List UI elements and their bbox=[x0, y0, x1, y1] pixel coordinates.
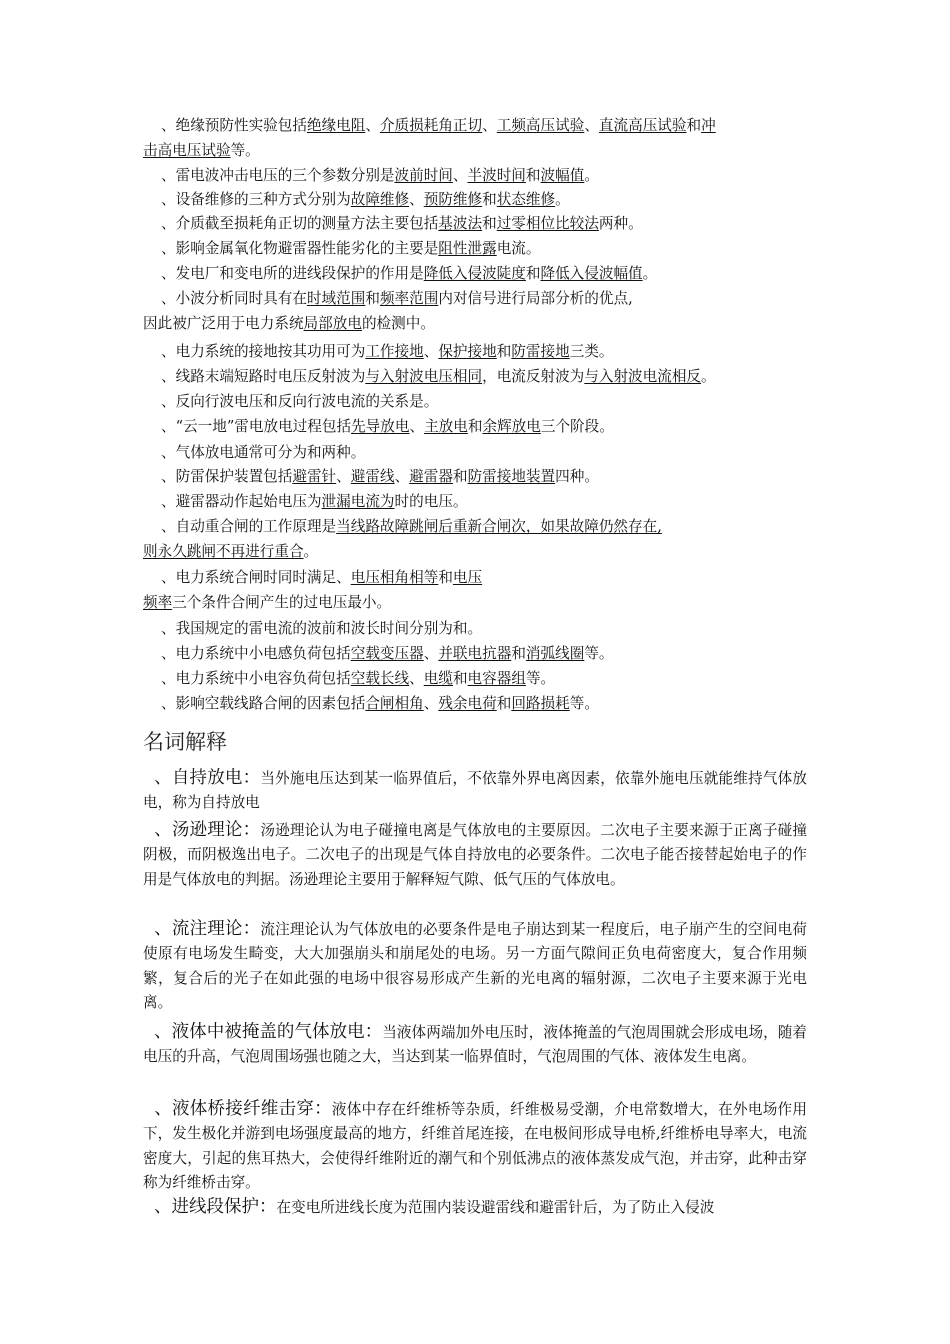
question-text: 、防雷保护装置包括 bbox=[161, 468, 293, 485]
term-entry bbox=[143, 917, 807, 1016]
fill-blank-line bbox=[143, 593, 807, 613]
fill-blank-line bbox=[161, 289, 825, 309]
term-body: 流注理论认为气体放电的必要条件是电子崩达到某一程度后，电子崩产生的空间电荷使原有电场发生畸变，大大加强崩头和崩尾处的电场。另一方面气隙间正负电荷密度大，复合作用频繁，复合后的光子在如此强的电场中很容易形成产生新的光电离的辐射源，二次电子主要来源于光电离。 bbox=[143, 921, 807, 1012]
answer-blank: 过零相位比较法 bbox=[496, 215, 599, 232]
answer-blank: 空载长线 bbox=[350, 670, 410, 687]
question-text: 、小波分析同时具有在 bbox=[161, 290, 307, 307]
answer-blank: 保护接地 bbox=[438, 343, 497, 360]
answer-blank: 回路损耗 bbox=[511, 695, 570, 712]
question-text: 三类。 bbox=[569, 343, 614, 360]
answer-blank: 空载变压器 bbox=[350, 645, 424, 662]
question-text: 、反向行波电压和反向行波电流的关系是。 bbox=[161, 393, 439, 410]
answer-blank: 消弧线圈 bbox=[525, 645, 585, 662]
term-title: 、液体中被掩盖的气体放电： bbox=[154, 1022, 383, 1042]
question-text: 电流。 bbox=[496, 240, 541, 257]
answer-blank: 时域范围 bbox=[306, 290, 366, 307]
question-text: 三个阶段。 bbox=[540, 418, 614, 435]
question-text: 、绝缘预防性实验包括 bbox=[161, 117, 307, 134]
section-heading: 名词解释 bbox=[143, 730, 227, 754]
term-title: 、自持放电： bbox=[154, 768, 261, 788]
answer-blank: 电容器组 bbox=[467, 670, 526, 687]
answer-blank: 基波法 bbox=[438, 215, 483, 232]
question-text: 。 bbox=[555, 191, 570, 208]
answer-blank: 故障维修 bbox=[350, 191, 410, 208]
question-text: 等。 bbox=[584, 645, 614, 662]
question-text: 时的电压。 bbox=[394, 493, 468, 510]
question-text: 。 bbox=[701, 368, 716, 385]
fill-blank-line bbox=[161, 367, 825, 387]
question-text: 、介质截至损耗角正切的测量方法主要包括 bbox=[161, 215, 439, 232]
answer-blank: 波幅值 bbox=[540, 167, 585, 184]
term-title: 、进线段保护： bbox=[154, 1197, 277, 1217]
question-text: 、电力系统中小电感负荷包括 bbox=[161, 645, 351, 662]
question-text: 的检测中。 bbox=[361, 315, 435, 332]
question-text: 和 bbox=[467, 418, 483, 435]
question-text: 、 bbox=[452, 167, 468, 184]
fill-blank-line bbox=[161, 694, 825, 714]
fill-blank-line bbox=[161, 116, 825, 136]
question-text: 和 bbox=[438, 569, 453, 586]
term-body: 当外施电压达到某一临界值后，不依靠外界电离因素，依靠外施电压就能维持气体放电，称为自持放电 bbox=[143, 770, 807, 812]
answer-blank: 残余电荷 bbox=[438, 695, 497, 712]
answer-blank: 降低入侵波陡度 bbox=[423, 265, 526, 282]
question-text: 。 bbox=[303, 543, 319, 560]
fill-blank-line bbox=[161, 214, 825, 234]
answer-blank: 频率范围 bbox=[379, 290, 439, 307]
question-text: 、 bbox=[584, 117, 599, 134]
fill-blank-line bbox=[161, 190, 825, 210]
question-text: 、影响空载线路合闸的因素包括 bbox=[161, 695, 366, 712]
question-text: 和 bbox=[686, 117, 702, 134]
question-text: 和 bbox=[365, 290, 380, 307]
fill-blank-line bbox=[161, 644, 825, 664]
question-text: 、设备维修的三种方式分别为 bbox=[161, 191, 351, 208]
question-text: 、线路末端短路时电压反射波为 bbox=[161, 368, 366, 385]
term-title: 、流注理论： bbox=[154, 919, 261, 939]
question-text: 等。 bbox=[230, 142, 260, 159]
fill-blank-line bbox=[161, 342, 825, 362]
question-text: 和 bbox=[511, 645, 526, 662]
answer-blank: 直流高压试验 bbox=[598, 117, 687, 134]
term-title: 、汤逊理论： bbox=[154, 820, 261, 840]
fill-blank-line bbox=[161, 417, 825, 437]
question-text: 。 bbox=[642, 265, 658, 282]
term-entry bbox=[143, 1020, 807, 1070]
term-entry bbox=[143, 1097, 807, 1196]
question-text: 、电力系统的接地按其功用可为 bbox=[161, 343, 366, 360]
question-text: 、 bbox=[394, 468, 410, 485]
answer-blank: 当线路故障跳闸后重新合闸次，如果故障仍然存在, bbox=[336, 518, 662, 535]
question-text: 和 bbox=[525, 265, 541, 282]
answer-blank: 先导放电 bbox=[351, 418, 410, 435]
question-text: 等。 bbox=[525, 670, 556, 687]
fill-blank-line bbox=[161, 467, 825, 487]
question-text: 、雷电波冲击电压的三个参数分别是 bbox=[161, 167, 395, 184]
question-text: 、气体放电通常可分为和两种。 bbox=[161, 444, 366, 461]
question-text: 、发电厂和变电所的进线段保护的作用是 bbox=[161, 265, 424, 282]
term-entry bbox=[143, 818, 807, 892]
question-text: 、电力系统中小电容负荷包括 bbox=[161, 670, 351, 687]
question-text: 、 bbox=[409, 191, 424, 208]
question-text: 、 bbox=[423, 645, 439, 662]
answer-blank: 并联电抗器 bbox=[438, 645, 512, 662]
answer-blank: 避雷线 bbox=[350, 468, 395, 485]
question-text: 、 bbox=[365, 117, 380, 134]
answer-blank: 冲 bbox=[701, 117, 716, 134]
question-text: 、 bbox=[423, 343, 439, 360]
question-text: 、影响金属氧化物避雷器性能劣化的主要是 bbox=[161, 240, 439, 257]
term-body: 当液体两端加外电压时，液体掩盖的气泡周围就会形成电场，随着电压的升高，气泡周围场强也随之大，当达到某一临界值时，气泡周围的气体、液体发生电离。 bbox=[143, 1024, 807, 1066]
question-text: 三个条件合闸产生的过电压最小。 bbox=[172, 594, 392, 611]
question-text: 和 bbox=[482, 215, 497, 232]
answer-blank: 半波时间 bbox=[467, 167, 526, 184]
question-text: 、我国规定的雷电流的波前和波长时间分别为和。 bbox=[161, 620, 483, 637]
answer-blank: 余辉放电 bbox=[482, 418, 541, 435]
question-text: 、 bbox=[336, 468, 351, 485]
question-text: 。 bbox=[584, 167, 599, 184]
question-text: 、“云一地”雷电放电过程包括 bbox=[161, 418, 352, 435]
answer-blank: 预防维修 bbox=[423, 191, 483, 208]
answer-blank: 局部放电 bbox=[303, 315, 362, 332]
answer-blank: 绝缘电阻 bbox=[306, 117, 366, 134]
question-text: 内对信号进行局部分析的优点, bbox=[438, 290, 633, 307]
answer-blank: 与入射波电压相同 bbox=[365, 368, 483, 385]
fill-blank-line bbox=[161, 443, 825, 463]
term-entry bbox=[143, 766, 807, 816]
term-body: 液体中存在纤维桥等杂质，纤维极易受潮，介电常数增大，在外电场作用下，发生极化并游到电场强度最高的地方，纤维首尾连接，在电极间形成导电桥,纤维桥电导率大，电流密度大，引起的焦耳热大，会使得纤维附近的潮气和个别低沸点的液体蒸发成气泡，并击穿，此种击穿称为纤维桥击穿。 bbox=[143, 1101, 808, 1192]
fill-blank-line bbox=[161, 492, 825, 512]
question-text: 四种。 bbox=[555, 468, 599, 485]
fill-blank-line bbox=[161, 264, 825, 284]
answer-blank: 则永久跳闸不再进行重合 bbox=[143, 543, 304, 560]
fill-blank-line bbox=[161, 619, 825, 639]
answer-blank: 与入射波电流相反 bbox=[584, 368, 702, 385]
answer-blank: 电压 bbox=[452, 569, 483, 586]
fill-blank-line bbox=[161, 392, 825, 412]
question-text: 和 bbox=[482, 191, 497, 208]
fill-blank-line bbox=[143, 314, 807, 334]
answer-blank: 电缆 bbox=[423, 670, 453, 687]
answer-blank: 主放电 bbox=[424, 418, 468, 435]
question-text: 、电力系统合闸时同时满足、 bbox=[161, 569, 351, 586]
question-text: 、 bbox=[423, 695, 439, 712]
question-text: 两种。 bbox=[598, 215, 643, 232]
answer-blank: 电压相角相等 bbox=[350, 569, 439, 586]
question-text: 和 bbox=[452, 468, 468, 485]
question-text: 和 bbox=[525, 167, 541, 184]
term-body: 汤逊理论认为电子碰撞电离是气体放电的主要原因。二次电子主要来源于正离子碰撞阴极，而阴极逸出电子。二次电子的出现是气体自持放电的必要条件。二次电子能否接替起始电子的作用是气体放电的判据。汤逊理论主要用于解释短气隙、低气压的气体放电。 bbox=[143, 822, 807, 888]
answer-blank: 状态维修 bbox=[496, 191, 556, 208]
fill-blank-line bbox=[161, 166, 825, 186]
question-text: 等。 bbox=[569, 695, 599, 712]
term-title: 、液体桥接纤维击穿： bbox=[154, 1099, 332, 1119]
answer-blank: 工作接地 bbox=[365, 343, 424, 360]
question-text: 、 bbox=[409, 418, 425, 435]
fill-blank-line bbox=[161, 239, 825, 259]
question-text: 和 bbox=[452, 670, 468, 687]
answer-blank: 避雷针 bbox=[292, 468, 337, 485]
answer-blank: 防雷接地 bbox=[511, 343, 570, 360]
question-text: 、避雷器动作起始电压为 bbox=[161, 493, 322, 510]
answer-blank: 合闸相角 bbox=[365, 695, 424, 712]
answer-blank: 降低入侵波幅值 bbox=[540, 265, 643, 282]
answer-blank: 避雷器 bbox=[409, 468, 453, 485]
answer-blank: 波前时间 bbox=[394, 167, 453, 184]
answer-blank: 泄漏电流为 bbox=[321, 493, 395, 510]
question-text: 和 bbox=[496, 695, 512, 712]
question-text: 和 bbox=[496, 343, 512, 360]
fill-blank-line bbox=[143, 542, 807, 562]
term-entry bbox=[143, 1195, 807, 1220]
fill-blank-line bbox=[161, 669, 825, 689]
fill-blank-line bbox=[161, 517, 825, 537]
answer-blank: 工频高压试验 bbox=[496, 117, 585, 134]
answer-blank: 频率 bbox=[143, 594, 173, 611]
answer-blank: 介质损耗角正切 bbox=[379, 117, 483, 134]
answer-blank: 阻性泄露 bbox=[438, 240, 497, 257]
question-text: ，电流反射波为 bbox=[482, 368, 585, 385]
fill-blank-line bbox=[143, 141, 807, 161]
question-text: 、自动重合闸的工作原理是 bbox=[161, 518, 337, 535]
fill-blank-line bbox=[161, 568, 825, 588]
question-text: 因此被广泛用于电力系统 bbox=[143, 315, 304, 332]
answer-blank: 击高电压试验 bbox=[143, 142, 231, 159]
question-text: 、 bbox=[409, 670, 424, 687]
question-text: 、 bbox=[482, 117, 497, 134]
answer-blank: 防雷接地装置 bbox=[467, 468, 556, 485]
term-body: 在变电所进线长度为范围内装设避雷线和避雷针后，为了防止入侵波 bbox=[276, 1199, 715, 1216]
